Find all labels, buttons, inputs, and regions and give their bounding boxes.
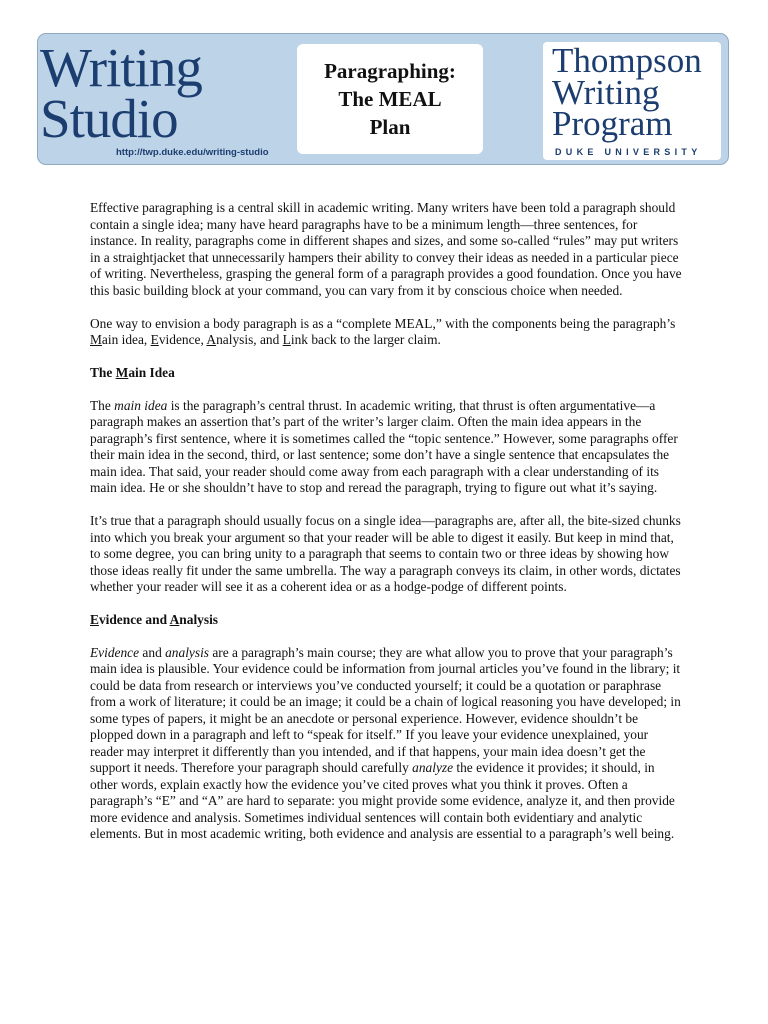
title-line-2: The MEAL bbox=[338, 87, 442, 111]
document-title bbox=[297, 44, 483, 154]
meal-paragraph: One way to envision a body paragraph is as a “complete MEAL,” with the components being the paragraph’s Main idea, Evidence, Analysis, and Link back to the larger claim. bbox=[90, 315, 676, 347]
logo-word-thompson: Thompson bbox=[552, 41, 702, 80]
logo-word-program: Program bbox=[552, 104, 673, 143]
writing-studio-url[interactable]: http://twp.duke.edu/writing-studio bbox=[116, 147, 269, 158]
logo-word-writing: Writing bbox=[40, 37, 202, 98]
intro-paragraph: Effective paragraphing is a central skill in academic writing. Many writers have been told a paragraph should contain a single idea; many have heard paragraphs have to be a minimum length—three sentences, for instance. In reality, paragraphs come in different shapes and sizes, and some so-called “rules” may put writers in a straightjacket that unnecessarily hampers their ability to convey their ideas as needed in a particular piece of writing. Nevertheless, grasping the general form of a paragraph provides a good foundation. Once you have this basic building block at your command, you can vary from it by conscious choice when needed. bbox=[90, 200, 682, 298]
evidence-analysis-paragraph: Evidence and analysis are a paragraph’s main course; they are what allow you to prove that your paragraph’s main idea is plausible. Your evidence could be information from journal articles you’ve found in the library; it could be data from research or interviews you’ve conducted yourself; it could be a quotation or paraphrase from a work of literature; it could be an image; it could be a chain of logical reasoning you have developed; in some types of papers, it might be an anecdote or personal experience. However, evidence shouldn’t be plopped down in a paragraph and left to “speak for itself.” If you leave your evidence unexplained, your reader may interpret it differently than you intended, and if that happens, your main idea doesn’t get the support it needs. Therefore your paragraph should carefully analyze the evidence it provides; it should, in other words, explain exactly how the evidence you’ve cited proves what you think it proves. Often a paragraph’s “E” and “A” are hard to separate: you might provide some evidence, analyze it, and then provide more evidence and analysis. Sometimes individual sentences will contain both evidentiary and analytic elements. But in most academic writing, both evidence and analysis are essential to a paragraph’s well being. bbox=[90, 644, 681, 841]
heading-evidence-analysis: Evidence and Analysis bbox=[90, 611, 218, 627]
duke-university-label: DUKE UNIVERSITY bbox=[555, 147, 702, 157]
main-idea-paragraph: The main idea is the paragraph’s central thrust. In academic writing, that thrust is often argumentative—a paragraph makes an assertion that’s part of the writer’s larger claim. Often the main idea appears in the paragraph’s first sentence, where it is sometimes called the “topic sentence.” However, some paragraphs offer their main idea in the second, third, or last sentence; some don’t have a single sentence that encapsulates the main idea. That said, your reader should come away from each paragraph with a clear understanding of its main idea. He or she shouldn’t have to stop and reread the paragraph, trying to figure out what it’s saying. bbox=[90, 397, 678, 495]
thompson-writing-program-logo bbox=[543, 42, 721, 160]
logo-word-writing: Writing bbox=[552, 73, 660, 112]
heading-main-idea: The Main Idea bbox=[90, 364, 175, 380]
writing-studio-logo bbox=[40, 36, 290, 162]
title-line-1: Paragraphing: bbox=[324, 59, 456, 83]
title-line-3: Plan bbox=[369, 115, 411, 139]
document-body bbox=[90, 200, 682, 843]
logo-word-studio: Studio bbox=[40, 88, 178, 149]
single-idea-paragraph: It’s true that a paragraph should usually focus on a single idea—paragraphs are, after all, the bite-sized chunks into which you break your argument so that your reader will be able to digest it easily. But keep in mind that, to some degree, you can bring unity to a paragraph that seems to contain two or three ideas by showing how those ideas really fit under the same umbrella. The way a paragraph conveys its claim, in other words, dictates whether your reader will see it as a coherent idea or as a hodge-podge of different points. bbox=[90, 513, 681, 594]
